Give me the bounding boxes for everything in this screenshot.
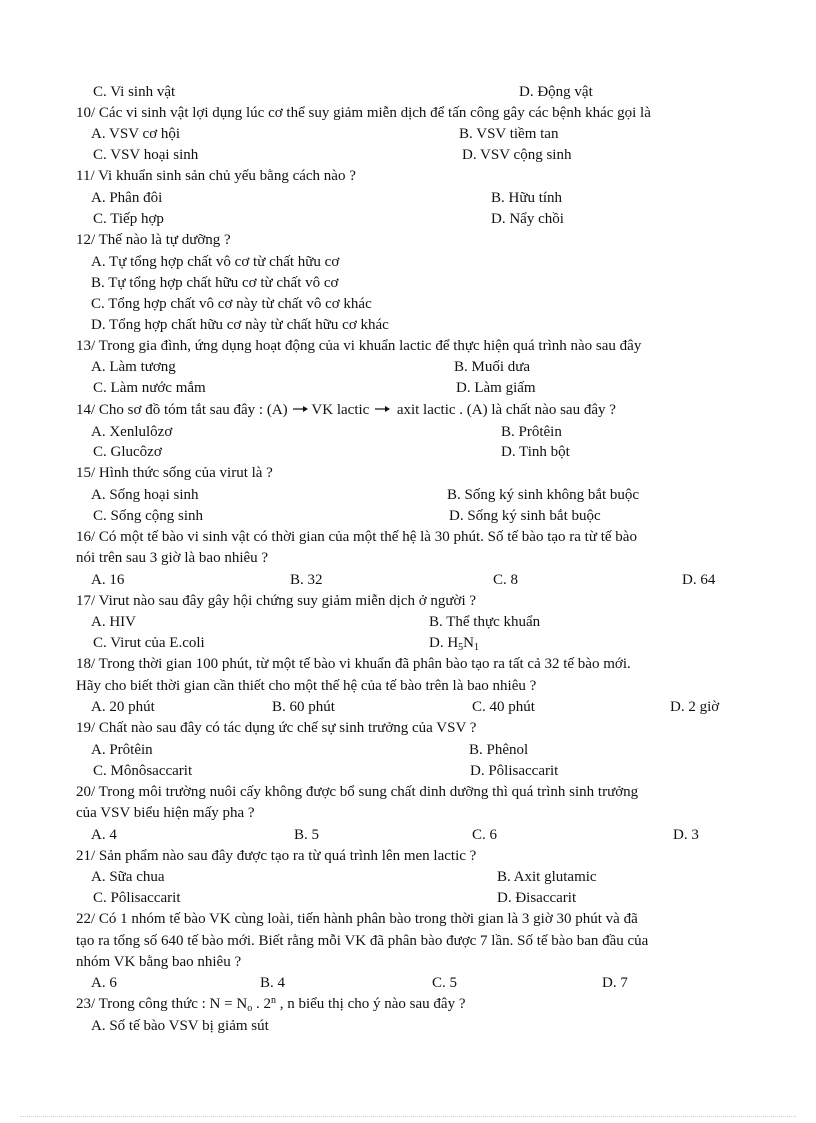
q16-option-d: D. 64	[682, 572, 716, 588]
question-19: 19/ Chất nào sau đây có tác dụng ức chế sự sinh trưởng của VSV ?	[76, 720, 477, 736]
q16-option-a: A. 16	[91, 572, 125, 588]
q14-text-end: axit lactic . (A) là chất nào sau đây ?	[393, 402, 616, 418]
question-20-line-2: của VSV biểu hiện mấy pha ?	[76, 805, 255, 821]
q20-option-b: B. 5	[294, 827, 320, 843]
q17-option-c: C. Virut của E.coli	[93, 635, 205, 651]
q18-option-a: A. 20 phút	[91, 699, 155, 715]
q21-option-d: D. Đisaccarit	[497, 890, 577, 906]
q14-option-c: C. Glucôzơ	[93, 444, 162, 460]
q11-option-c: C. Tiếp hợp	[93, 211, 164, 227]
q17-d-mid: N	[463, 635, 475, 651]
q14-text-middle: VK lactic	[311, 402, 374, 418]
q16-option-c: C. 8	[493, 572, 519, 588]
q17-d-label: D. H	[429, 635, 459, 651]
question-17: 17/ Virut nào sau đây gây hội chứng suy giảm miễn dịch ở người ?	[76, 593, 477, 609]
q23-superscript: n	[270, 995, 276, 1006]
q12-option-c: C. Tổng hợp chất vô cơ này từ chất vô cơ khác	[91, 296, 372, 312]
q23-option-a: A. Số tế bào VSV bị giảm sút	[91, 1018, 269, 1034]
page-bottom-divider	[20, 1116, 796, 1117]
q19-option-d: D. Pôlisaccarit	[470, 763, 559, 779]
q15-option-b: B. Sống ký sinh không bắt buộc	[447, 487, 640, 503]
arrow-right-icon	[375, 404, 391, 414]
question-12: 12/ Thế nào là tự dưỡng ?	[76, 232, 231, 248]
q20-option-c: C. 6	[472, 827, 498, 843]
question-14	[76, 401, 616, 419]
question-22-line-1: 22/ Có 1 nhóm tế bào VK cùng loài, tiến hành phân bào trong thời gian là 3 giờ 30 phút và đã	[76, 911, 638, 927]
q17-option-d	[429, 634, 479, 652]
q11-option-a: A. Phân đôi	[91, 190, 163, 206]
q14-option-b: B. Prôtêin	[501, 424, 562, 440]
q19-option-b: B. Phênol	[469, 742, 529, 758]
q20-option-d: D. 3	[673, 827, 699, 843]
top-option-d: D. Động vật	[519, 84, 593, 100]
q12-option-a: A. Tự tổng hợp chất vô cơ từ chất hữu cơ	[91, 254, 340, 270]
q23-text-middle: . 2	[252, 996, 271, 1012]
q10-option-d: D. VSV cộng sinh	[462, 147, 572, 163]
q21-option-b: B. Axit glutamic	[497, 869, 597, 885]
q20-option-a: A. 4	[91, 827, 117, 843]
q13-option-a: A. Làm tương	[91, 359, 176, 375]
q18-option-b: B. 60 phút	[272, 699, 335, 715]
q13-option-c: C. Làm nước mắm	[93, 380, 206, 396]
q14-text-start: 14/ Cho sơ đồ tóm tắt sau đây : (A)	[76, 402, 292, 418]
arrow-right-icon	[293, 404, 309, 414]
q18-option-d: D. 2 giờ	[670, 699, 720, 715]
q16-option-b: B. 32	[290, 572, 323, 588]
q14-option-d: D. Tinh bột	[501, 444, 570, 460]
q14-option-a: A. Xenlulôzơ	[91, 424, 173, 440]
q23-text-end: , n biểu thị cho ý nào sau đây ?	[275, 996, 466, 1012]
question-10: 10/ Các vi sinh vật lợi dụng lúc cơ thể suy giảm miễn dịch để tấn công gây các bệnh khác gọi là	[76, 105, 651, 121]
q15-option-a: A. Sống hoại sinh	[91, 487, 199, 503]
top-option-c: C. Vi sinh vật	[93, 84, 176, 100]
question-21: 21/ Sản phẩm nào sau đây được tạo ra từ quá trình lên men lactic ?	[76, 848, 477, 864]
q21-option-a: A. Sữa chua	[91, 869, 165, 885]
question-18-line-2: Hãy cho biết thời gian cần thiết cho một thế hệ của tế bào trên là bao nhiêu ?	[76, 678, 537, 694]
q10-option-c: C. VSV hoại sinh	[93, 147, 199, 163]
q23-text-start: 23/ Trong công thức : N = N	[76, 996, 248, 1012]
q23-subscript: o	[247, 1003, 253, 1014]
question-15: 15/ Hình thức sống của virut là ?	[76, 465, 273, 481]
question-20-line-1: 20/ Trong môi trường nuôi cấy không được bổ sung chất dinh dưỡng thì quá trình sinh trưởng	[76, 784, 639, 800]
q19-option-c: C. Mônôsaccarit	[93, 763, 193, 779]
question-23	[76, 995, 465, 1013]
question-11: 11/ Vi khuẩn sinh sản chủ yếu bằng cách nào ?	[76, 168, 356, 184]
q11-option-b: B. Hữu tính	[491, 190, 563, 206]
q17-d-sub-1: 5	[458, 642, 464, 653]
question-16-line-1: 16/ Có một tế bào vi sinh vật có thời gian của một thế hệ là 30 phút. Số tế bào tạo ra từ tế bào	[76, 529, 637, 545]
q11-option-d: D. Nẩy chồi	[491, 211, 564, 227]
q13-option-d: D. Làm giấm	[456, 380, 536, 396]
question-18-line-1: 18/ Trong thời gian 100 phút, từ một tế bào vi khuẩn đã phân bào tạo ra tất cả 32 tế bào mới.	[76, 656, 631, 672]
q22-option-d: D. 7	[602, 975, 628, 991]
q10-option-b: B. VSV tiềm tan	[459, 126, 559, 142]
q10-option-a: A. VSV cơ hội	[91, 126, 181, 142]
question-22-line-3: nhóm VK bằng bao nhiêu ?	[76, 954, 242, 970]
question-16-line-2: nói trên sau 3 giờ là bao nhiêu ?	[76, 550, 269, 566]
q18-option-c: C. 40 phút	[472, 699, 535, 715]
q12-option-d: D. Tổng hợp chất hữu cơ này từ chất hữu cơ khác	[91, 317, 389, 333]
q19-option-a: A. Prôtêin	[91, 742, 153, 758]
question-13: 13/ Trong gia đình, ứng dụng hoạt động của vi khuẩn lactic để thực hiện quá trình nào sau đây	[76, 338, 642, 354]
q15-option-c: C. Sống cộng sinh	[93, 508, 204, 524]
question-22-line-2: tạo ra tổng số 640 tế bào mới. Biết rằng mỗi VK đã phân bào được 7 lần. Số tế bào ban đầu của	[76, 933, 649, 949]
q13-option-b: B. Muối dưa	[454, 359, 531, 375]
q22-option-a: A. 6	[91, 975, 117, 991]
q17-option-b: B. Thể thực khuẩn	[429, 614, 541, 630]
q22-option-b: B. 4	[260, 975, 286, 991]
q17-option-a: A. HIV	[91, 614, 136, 630]
q22-option-c: C. 5	[432, 975, 458, 991]
q21-option-c: C. Pôlisaccarit	[93, 890, 181, 906]
q12-option-b: B. Tự tổng hợp chất hữu cơ từ chất vô cơ	[91, 275, 339, 291]
q17-d-sub-2: 1	[474, 642, 480, 653]
q15-option-d: D. Sống ký sinh bắt buộc	[449, 508, 601, 524]
